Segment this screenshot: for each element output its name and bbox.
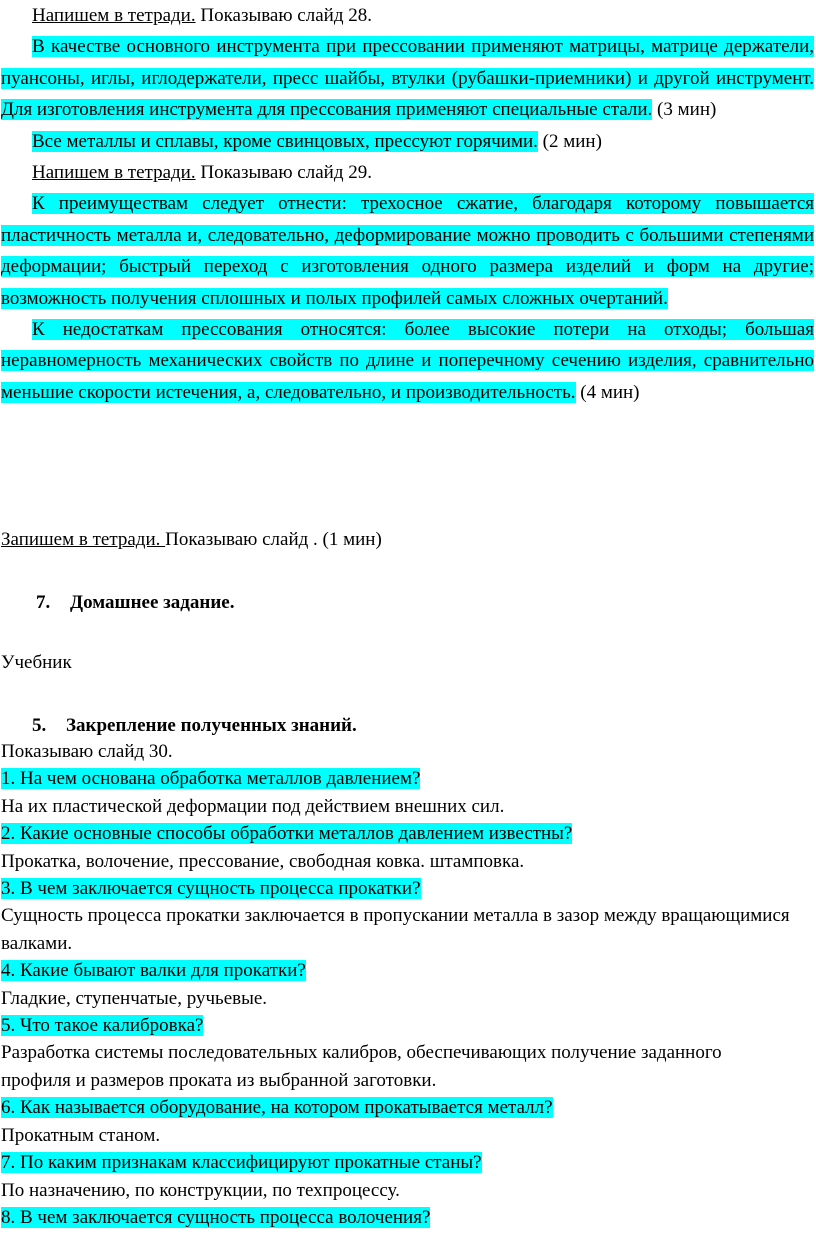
question-4: 4. Какие бывают валки для прокатки? <box>1 960 306 982</box>
question-3: 3. В чем заключается сущность процесса прокатки? <box>1 878 421 900</box>
answer-4: Гладкие, ступенчатые, ручьевые. <box>1 987 268 1009</box>
question-7: 7. По каким признакам классифицируют прокатные станы? <box>1 1152 482 1174</box>
answer-2: Прокатка, волочение, прессование, свободная ковка. штамповка. <box>1 850 525 872</box>
question-answer-list <box>1 738 814 1231</box>
paragraph-advantages <box>1 188 814 314</box>
question-2: 2. Какие основные способы обработки металлов давлением известны? <box>1 823 573 845</box>
note-line-2 <box>1 157 814 188</box>
paragraph-hot-time: (2 мин) <box>537 130 602 152</box>
answer-6: Прокатным станом. <box>1 1124 161 1146</box>
question-1: 1. На чем основана обработка металлов давлением? <box>1 768 421 790</box>
review-heading <box>32 714 357 738</box>
note-rest-1: Показываю слайд 28. <box>195 5 372 26</box>
paragraph-disadvantages <box>1 314 814 408</box>
homework-text: Учебник <box>1 652 72 673</box>
note-link-2: Напишем в тетради. <box>32 162 196 184</box>
paragraph-tools-time: (3 мин) <box>652 99 717 121</box>
paragraph-advantages-text: К преимуществам следует отнести: трехосное сжатие, благодаря которому повышается пластичность металла и, следовательно, деформирование можно проводить с большими степенями деформации; быстрый переход с изготовления одного размера изделий и форм на другие; возможность получения сплошных и полых профилей самых сложных очертаний. <box>1 193 814 309</box>
note-line-3 <box>1 528 382 552</box>
note-rest-3: Показываю слайд . (1 мин) <box>165 529 382 550</box>
question-6: 6. Как называется оборудование, на котором прокатывается металл? <box>1 1097 553 1119</box>
homework-heading <box>36 591 234 615</box>
paragraph-disadvantages-text: К недостаткам прессования относятся: более высокие потери на отходы; большая неравномерность механических свойств по длине и поперечному сечению изделия, сравнительно меньшие скорости истечения, а, следовательно, и производительность. <box>1 319 814 403</box>
review-number: 5. <box>32 715 47 736</box>
note-rest-2: Показываю слайд 29. <box>195 162 372 184</box>
review-title: Закрепление полученных знаний. <box>66 715 357 736</box>
paragraph-tools <box>1 31 814 125</box>
answer-7: По назначению, по конструкции, по техпроцессу. <box>1 1179 400 1201</box>
answer-5: Разработка системы последовательных калибров, обеспечивающих получение заданного профиля и размеров проката из выбранной заготовки. <box>1 1042 722 1091</box>
note-line-1 <box>1 0 814 31</box>
paragraph-hot <box>1 126 814 157</box>
note-link-3: Запишем в тетради. <box>1 529 166 550</box>
note-link-1: Напишем в тетради. <box>32 5 196 26</box>
question-5: 5. Что такое калибровка? <box>1 1015 204 1037</box>
paragraph-hot-text: Все металлы и сплавы, кроме свинцовых, прессуют горячими. <box>32 130 538 152</box>
paragraph-tools-text: В качестве основного инструмента при прессовании применяют матрицы, матрице держатели, пуансоны, иглы, иглодержатели, пресс шайбы, втулки (рубашки-приемники) и другой инструмент. Для изготовления инструмента для прессования применяют специальные стали. <box>1 36 814 121</box>
lesson-text-block <box>1 0 814 408</box>
homework-title: Домашнее задание. <box>70 592 235 613</box>
question-8: 8. В чем заключается сущность процесса волочения? <box>1 1206 431 1228</box>
paragraph-disadvantages-time: (4 мин) <box>575 381 640 403</box>
homework-number: 7. <box>36 592 51 613</box>
answer-3: Сущность процесса прокатки заключается в пропускании металла в зазор между вращающимися валками. <box>1 905 790 954</box>
slide-line: Показываю слайд 30. <box>1 741 173 762</box>
answer-1: На их пластической деформации под действием внешних сил. <box>1 795 505 817</box>
